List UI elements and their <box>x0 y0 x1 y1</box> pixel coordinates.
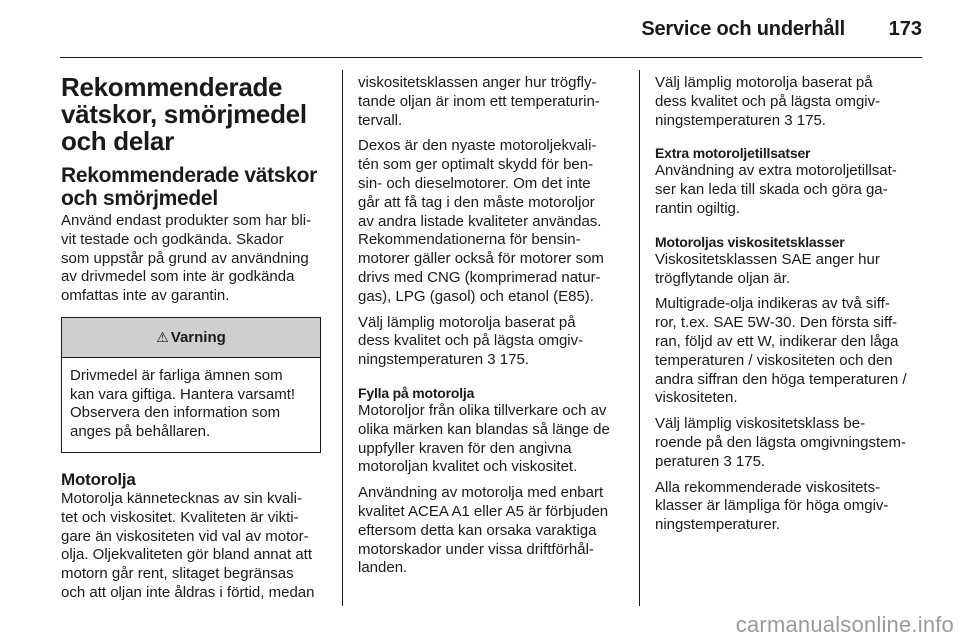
text-line: Observera den information som <box>70 404 281 422</box>
paragraph <box>358 314 633 370</box>
text-line: omfattas inte av garantin. <box>61 287 230 305</box>
text-line: roende på den lägsta omgivningstem- <box>655 433 906 451</box>
text-line: motorn går rent, slitaget begränsas <box>61 565 294 583</box>
text-line: och att oljan inte åldras i förtid, medan <box>61 583 315 601</box>
viscosity-heading: Motoroljas viskositetsklasser <box>655 233 845 250</box>
text-line: olika märken kan blandas så länge de <box>358 420 610 438</box>
text-line: Motorolja kännetecknas av sin kvali- <box>61 489 302 507</box>
section-title-line: vätskor, smörjmedel <box>61 99 307 129</box>
text-line: olja. Oljekvaliteten gör bland annat att <box>61 546 312 564</box>
paragraph <box>655 415 927 471</box>
text-line: motoroljan kvalitet och viskositet. <box>358 458 578 476</box>
subsection-title <box>61 164 331 210</box>
text-line: ror, t.ex. SAE 5W-30. Den första siff- <box>655 314 898 332</box>
paragraph <box>655 251 927 289</box>
motorolja-heading: Motorolja <box>61 469 136 489</box>
text-line: sin- och dieselmotorer. Om det inte <box>358 174 591 192</box>
paragraph <box>358 484 633 578</box>
text-line: drivs med CNG (komprimerad natur- <box>358 268 601 286</box>
paragraph <box>655 295 927 408</box>
paragraph <box>655 74 927 130</box>
subsection-title-line: och smörjmedel <box>61 187 218 210</box>
text-line: trögflytande oljan är. <box>655 269 791 287</box>
warning-body <box>62 358 320 452</box>
additives-heading: Extra motoroljetillsatser <box>655 145 811 162</box>
text-line: Multigrade-olja indikeras av två siff- <box>655 295 890 313</box>
fill-oil-heading: Fylla på motorolja <box>358 384 475 401</box>
text-line: ningstemperaturen 3 175. <box>655 111 826 129</box>
page-number: 173 <box>888 18 922 40</box>
column-3 <box>655 74 927 542</box>
text-line: ran, följd av ett W, indikerar den låga <box>655 332 899 350</box>
warning-icon: ⚠ <box>156 328 169 345</box>
section-title-line: Rekommenderade <box>61 72 283 102</box>
paragraph <box>358 74 633 130</box>
text-line: gas), LPG (gasol) och etanol (E85). <box>358 287 594 305</box>
text-line: ningstemperaturen 3 175. <box>358 351 529 369</box>
text-line: dess kvalitet och på lägsta omgiv- <box>358 332 584 350</box>
text-line: tet och viskositet. Kvaliteten är vikti- <box>61 508 299 526</box>
section-title-line: och delar <box>61 126 174 156</box>
text-line: Användning av extra motoroljetillsat- <box>655 162 897 180</box>
text-line: andra siffran den höga temperaturen / <box>655 370 907 388</box>
text-line: uppfyller kraven för den angivna <box>358 439 572 457</box>
text-line: tande oljan är inom ett temperaturin- <box>358 92 600 110</box>
text-line: tén som ger optimalt skydd för ben- <box>358 156 594 174</box>
paragraph <box>358 402 633 477</box>
text-line: peraturen 3 175. <box>655 452 766 470</box>
text-line: motorskador under vissa driftförhål- <box>358 540 594 558</box>
text-line: anges på behållaren. <box>70 423 211 441</box>
watermark: carmanualsonline.info <box>735 612 954 637</box>
text-line: viskositetsklassen anger hur trögfly- <box>358 74 597 91</box>
column-1 <box>61 74 331 603</box>
subsection-title-line: Rekommenderade vätskor <box>61 164 318 187</box>
text-line: tervall. <box>358 111 403 129</box>
text-line: motorer gäller också för motorer som <box>358 250 604 268</box>
text-line: Användning av motorolja med enbart <box>358 484 604 502</box>
text-line: Välj lämplig motorolja baserat på <box>358 313 576 331</box>
text-line: går att få tag i den måste motoroljor <box>358 193 595 211</box>
paragraph <box>655 479 927 535</box>
header-rule <box>60 57 922 58</box>
text-line: eftersom detta kan orsaka varaktiga <box>358 521 597 539</box>
warning-header <box>62 318 320 358</box>
text-line: Rekommendationerna för bensin- <box>358 231 581 249</box>
motorolja-paragraph <box>61 490 331 603</box>
column-divider-2 <box>639 70 640 606</box>
text-line: ser kan leda till skada och göra ga- <box>655 181 888 199</box>
text-line: dess kvalitet och på lägsta omgiv- <box>655 92 881 110</box>
text-line: Välj lämplig viskositetsklass be- <box>655 415 866 433</box>
intro-paragraph <box>61 212 331 306</box>
text-line: landen. <box>358 559 408 577</box>
text-line: Välj lämplig motorolja baserat på <box>655 74 873 91</box>
text-line: temperaturen / viskositeten och den <box>655 351 893 369</box>
column-divider-1 <box>342 70 343 606</box>
text-line: Viskositetsklassen SAE anger hur <box>655 250 880 268</box>
text-line: vit testade och godkända. Skador <box>61 230 284 248</box>
text-line: kan vara giftiga. Hantera varsamt! <box>70 385 296 403</box>
text-line: ningstemperaturer. <box>655 516 781 534</box>
text-line: gare än viskositeten vid val av motor- <box>61 527 309 545</box>
warning-box <box>61 317 321 453</box>
text-line: Alla rekommenderade viskositets- <box>655 478 881 496</box>
warning-title: Varning <box>170 328 226 346</box>
section-title <box>61 74 331 155</box>
text-line: kvalitet ACEA A1 eller A5 är förbjuden <box>358 502 609 520</box>
text-line: Motoroljor från olika tillverkare och av <box>358 401 607 419</box>
text-line: Drivmedel är farliga ämnen som <box>70 366 283 384</box>
paragraph <box>655 162 927 218</box>
text-line: klasser är lämpliga för höga omgiv- <box>655 497 889 515</box>
text-line: rantin ogiltig. <box>655 199 741 217</box>
column-2 <box>358 74 633 578</box>
text-line: som uppstår på grund av användning <box>61 249 309 267</box>
page-header-title: Service och underhåll <box>641 18 845 40</box>
text-line: Dexos är den nyaste motoroljekvali- <box>358 137 597 155</box>
text-line: viskositeten. <box>655 389 738 407</box>
text-line: av drivmedel som inte är godkända <box>61 268 295 286</box>
paragraph <box>358 137 633 306</box>
text-line: av andra listade kvaliteter användas. <box>358 212 602 230</box>
text-line: Använd endast produkter som har bli- <box>61 212 312 229</box>
